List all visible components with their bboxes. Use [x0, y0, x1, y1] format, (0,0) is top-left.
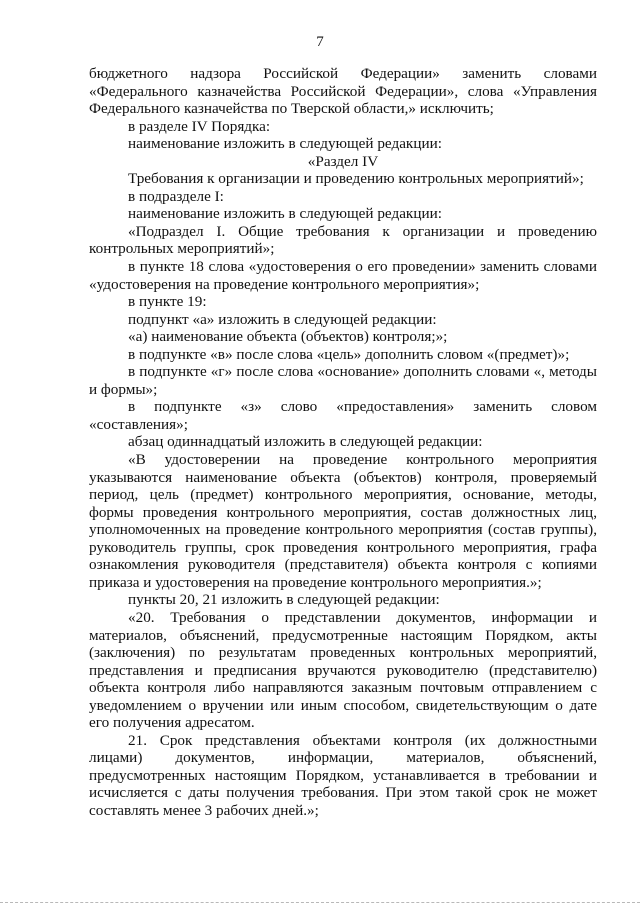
paragraph: подпункт «а» изложить в следующей редакции: [128, 310, 437, 328]
section-heading: «Раздел IV [307, 152, 379, 170]
paragraph: «В удостоверении на проведение контрольного мероприятия указываются наименование объекта (объектов) контроля, проверяемый период, цель (предмет) контрольного мероприятия, основание, методы, формы проведения контрольного мероприятия, состав должностных лиц, уполномоченных на проведение контрольного мероприятия (состав группы), руководитель группы, срок проведения контрольного мероприятия, графа ознакомления руководителя (представителя) объекта контроля с копиями приказа и удостоверения на проведение контрольного мероприятия.»; [89, 451, 597, 591]
paragraph: в подпункте «г» после слова «основание» дополнить словами «, методы и формы»; [89, 363, 597, 398]
paragraph: абзац одиннадцатый изложить в следующей редакции: [128, 433, 483, 451]
paragraph: «20. Требования о представлении документов, информации и материалов, объяснений, предусмотренные настоящим Порядком, акты (заключения) по результатам проведенных контрольных мероприятий, представления и предписания вручаются руководителю (представителю) объекта контроля либо направляются заказным почтовым отправлением с уведомлением о вручении или иным способом, свидетельствующим о дате его получения адресатом. [89, 608, 597, 732]
paragraph: Требования к организации и проведению контрольных мероприятий»; [128, 170, 584, 188]
paragraph: в разделе IV Порядка: [128, 117, 271, 135]
paragraph: наименование изложить в следующей редакции: [128, 135, 442, 153]
paragraph: 21. Срок представления объектами контроля (их должностными лицами) документов, информации, материалов, объяснений, предусмотренных настоящим Порядком, устанавливается в требовании и исчисляется с даты получения требования. При этом такой срок не может составлять менее 3 рабочих дней.»; [89, 731, 597, 819]
paragraph: в пункте 19: [128, 293, 207, 311]
document-body [89, 65, 597, 820]
paragraph: наименование изложить в следующей редакции: [128, 205, 442, 223]
paragraph: в подразделе I: [128, 187, 224, 205]
paragraph: пункты 20, 21 изложить в следующей редакции: [128, 591, 440, 609]
paragraph: в пункте 18 слова «удостоверения о его проведении» заменить словами «удостоверения на проведение контрольного мероприятия»; [89, 258, 597, 293]
page-number: 7 [316, 34, 324, 50]
paragraph: бюджетного надзора Российской Федерации» заменить словами «Федерального казначейства Российской Федерации», слова «Управления Федерального казначейства по Тверской области,» исключить; [89, 65, 597, 118]
paragraph: в подпункте «в» после слова «цель» дополнить словом «(предмет)»; [128, 345, 570, 363]
paragraph: «а) наименование объекта (объектов) контроля;»; [128, 328, 448, 346]
page-bottom-divider [0, 902, 640, 903]
paragraph: «Подраздел I. Общие требования к организации и проведению контрольных мероприятий»; [89, 222, 597, 258]
paragraph: в подпункте «з» слово «предоставления» заменить словом «составления»; [89, 398, 597, 433]
